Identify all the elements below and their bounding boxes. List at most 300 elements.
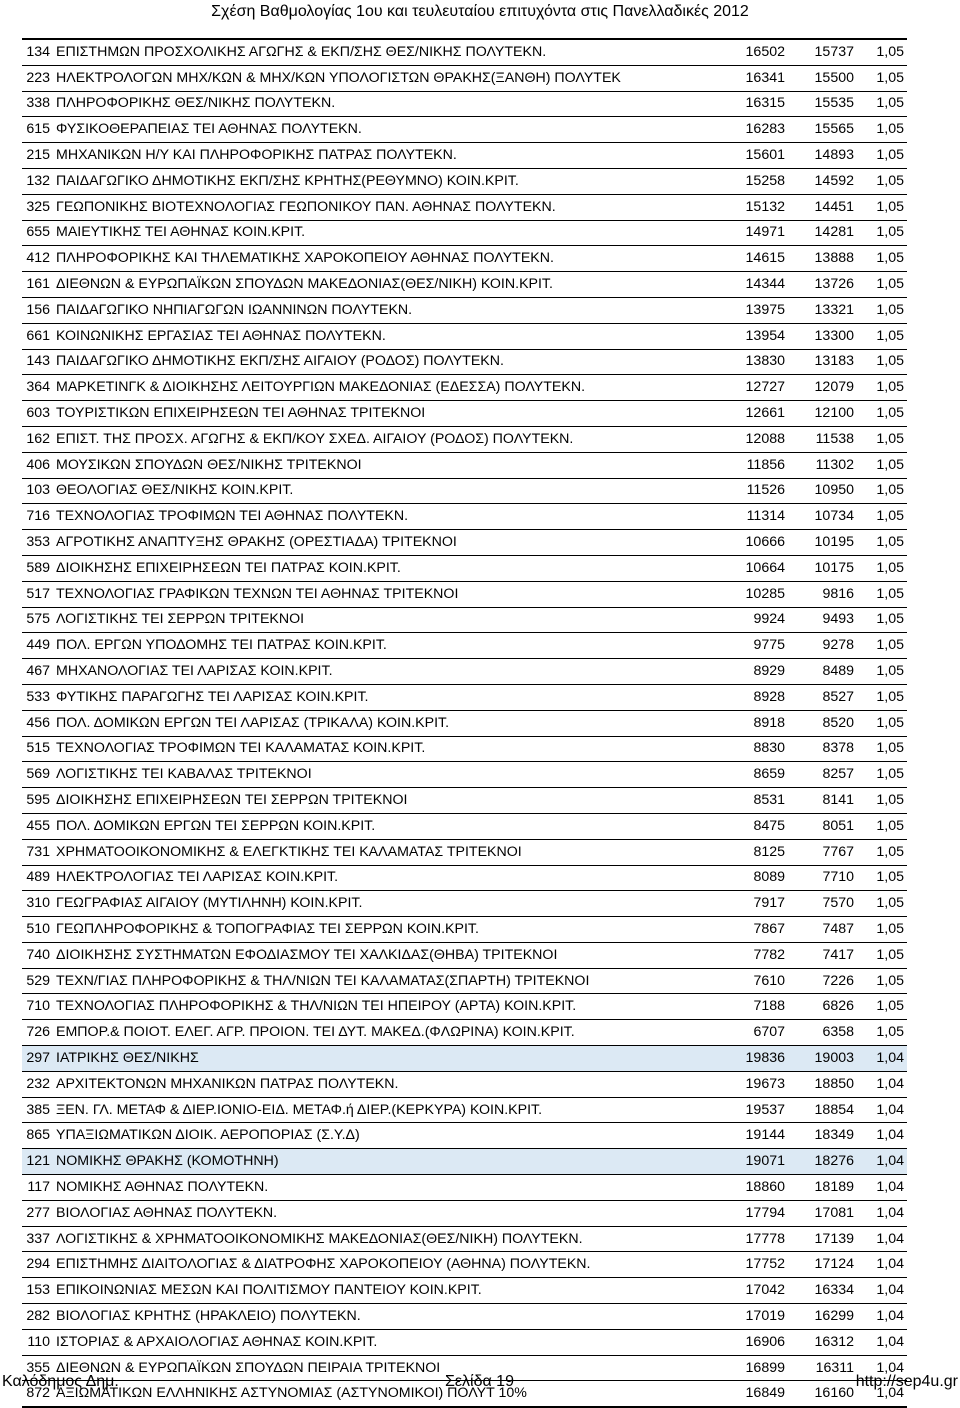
table-row	[22, 504, 907, 530]
score-ratio: 1,05	[857, 194, 907, 220]
score-ratio: 1,05	[857, 39, 907, 65]
table-row	[22, 942, 907, 968]
first-candidate-score: 11314	[720, 504, 788, 530]
table-row	[22, 762, 907, 788]
department-name: ΗΛΕΚΤΡΟΛΟΓΙΑΣ ΤΕΙ ΛΑΡΙΣΑΣ ΚΟΙΝ.ΚΡΙΤ.	[53, 865, 720, 891]
department-code: 353	[22, 530, 53, 556]
first-candidate-score: 19673	[720, 1071, 788, 1097]
score-ratio: 1,04	[857, 1381, 907, 1407]
first-candidate-score: 19537	[720, 1097, 788, 1123]
department-code: 215	[22, 143, 53, 169]
table-row	[22, 297, 907, 323]
table-row	[22, 1020, 907, 1046]
last-candidate-score: 17081	[788, 1200, 857, 1226]
table-row	[22, 607, 907, 633]
score-ratio: 1,05	[857, 942, 907, 968]
table-row	[22, 968, 907, 994]
department-code: 337	[22, 1226, 53, 1252]
last-candidate-score: 12079	[788, 375, 857, 401]
table-row	[22, 1175, 907, 1201]
score-ratio: 1,05	[857, 607, 907, 633]
first-candidate-score: 16849	[720, 1381, 788, 1407]
score-ratio: 1,04	[857, 1252, 907, 1278]
department-code: 117	[22, 1175, 53, 1201]
first-candidate-score: 15132	[720, 194, 788, 220]
department-code: 449	[22, 633, 53, 659]
score-ratio: 1,05	[857, 65, 907, 91]
department-code: 595	[22, 788, 53, 814]
first-candidate-score: 8089	[720, 865, 788, 891]
department-name: ΠΑΙΔΑΓΩΓΙΚΟ ΔΗΜΟΤΙΚΗΣ ΕΚΠ/ΣΗΣ ΚΡΗΤΗΣ(ΡΕΘΥΜΝΟ) ΚΟΙΝ.ΚΡΙΤ.	[53, 168, 720, 194]
last-candidate-score: 15500	[788, 65, 857, 91]
table-row	[22, 323, 907, 349]
first-candidate-score: 16315	[720, 91, 788, 117]
table-row	[22, 1123, 907, 1149]
department-name: ΕΠΙΣΤΗΜΩΝ ΠΡΟΣΧΟΛΙΚΗΣ ΑΓΩΓΗΣ & ΕΚΠ/ΣΗΣ ΘΕΣ/ΝΙΚΗΣ ΠΟΛΥΤΕΚΝ.	[53, 39, 720, 65]
first-candidate-score: 7917	[720, 891, 788, 917]
score-ratio: 1,05	[857, 452, 907, 478]
department-code: 740	[22, 942, 53, 968]
department-code: 338	[22, 91, 53, 117]
score-ratio: 1,05	[857, 710, 907, 736]
score-ratio: 1,05	[857, 788, 907, 814]
first-candidate-score: 12088	[720, 426, 788, 452]
department-code: 121	[22, 1149, 53, 1175]
score-ratio: 1,05	[857, 968, 907, 994]
last-candidate-score: 9278	[788, 633, 857, 659]
last-candidate-score: 11538	[788, 426, 857, 452]
department-code: 161	[22, 272, 53, 298]
first-candidate-score: 7867	[720, 917, 788, 943]
department-name: ΚΟΙΝΩΝΙΚΗΣ ΕΡΓΑΣΙΑΣ ΤΕΙ ΑΘΗΝΑΣ ΠΟΛΥΤΕΚΝ.	[53, 323, 720, 349]
first-candidate-score: 17794	[720, 1200, 788, 1226]
department-name: ΝΟΜΙΚΗΣ ΘΡΑΚΗΣ (ΚΟΜΟΤΗΝΗ)	[53, 1149, 720, 1175]
last-candidate-score: 15565	[788, 117, 857, 143]
last-candidate-score: 7417	[788, 942, 857, 968]
first-candidate-score: 16341	[720, 65, 788, 91]
last-candidate-score: 16160	[788, 1381, 857, 1407]
last-candidate-score: 13300	[788, 323, 857, 349]
department-name: ΛΟΓΙΣΤΙΚΗΣ ΤΕΙ ΚΑΒΑΛΑΣ ΤΡΙΤΕΚΝΟΙ	[53, 762, 720, 788]
table-row	[22, 581, 907, 607]
first-candidate-score: 17019	[720, 1304, 788, 1330]
score-ratio: 1,04	[857, 1355, 907, 1381]
department-name: ΛΟΓΙΣΤΙΚΗΣ ΤΕΙ ΣΕΡΡΩΝ ΤΡΙΤΕΚΝΟΙ	[53, 607, 720, 633]
score-ratio: 1,04	[857, 1200, 907, 1226]
last-candidate-score: 8520	[788, 710, 857, 736]
score-ratio: 1,04	[857, 1097, 907, 1123]
table-row	[22, 91, 907, 117]
table-row	[22, 1046, 907, 1072]
department-name: ΦΥΤΙΚΗΣ ΠΑΡΑΓΩΓΗΣ ΤΕΙ ΛΑΡΙΣΑΣ ΚΟΙΝ.ΚΡΙΤ.	[53, 684, 720, 710]
table-row	[22, 917, 907, 943]
table-row	[22, 684, 907, 710]
department-name: ΔΙΟΙΚΗΣΗΣ ΣΥΣΤΗΜΑΤΩΝ ΕΦΟΔΙΑΣΜΟΥ ΤΕΙ ΧΑΛΚΙΔΑΣ(ΘΗΒΑ) ΤΡΙΤΕΚΝΟΙ	[53, 942, 720, 968]
last-candidate-score: 10950	[788, 478, 857, 504]
table-row	[22, 349, 907, 375]
last-candidate-score: 16299	[788, 1304, 857, 1330]
department-name: ΙΣΤΟΡΙΑΣ & ΑΡΧΑΙΟΛΟΓΙΑΣ ΑΘΗΝΑΣ ΚΟΙΝ.ΚΡΙΤ.	[53, 1329, 720, 1355]
footer-site: http://sep4u.gr	[855, 1373, 958, 1390]
first-candidate-score: 8918	[720, 710, 788, 736]
footer-author: Καλόδημος Δημ.	[2, 1373, 119, 1390]
table-row	[22, 1226, 907, 1252]
first-candidate-score: 11526	[720, 478, 788, 504]
department-code: 406	[22, 452, 53, 478]
last-candidate-score: 14281	[788, 220, 857, 246]
last-candidate-score: 8489	[788, 659, 857, 685]
score-ratio: 1,05	[857, 272, 907, 298]
table-row	[22, 1149, 907, 1175]
department-name: ΝΟΜΙΚΗΣ ΑΘΗΝΑΣ ΠΟΛΥΤΕΚΝ.	[53, 1175, 720, 1201]
table-row	[22, 194, 907, 220]
score-ratio: 1,04	[857, 1123, 907, 1149]
score-ratio: 1,05	[857, 375, 907, 401]
score-ratio: 1,05	[857, 555, 907, 581]
department-code: 710	[22, 994, 53, 1020]
first-candidate-score: 18860	[720, 1175, 788, 1201]
table-row	[22, 1200, 907, 1226]
department-name: ΤΕΧΝ/ΓΙΑΣ ΠΛΗΡΟΦΟΡΙΚΗΣ & ΤΗΛ/ΝΙΩΝ ΤΕΙ ΚΑΛΑΜΑΤΑΣ(ΣΠΑΡΤΗ) ΤΡΙΤΕΚΝΟΙ	[53, 968, 720, 994]
last-candidate-score: 13183	[788, 349, 857, 375]
last-candidate-score: 14451	[788, 194, 857, 220]
first-candidate-score: 12727	[720, 375, 788, 401]
table-row	[22, 1278, 907, 1304]
department-code: 615	[22, 117, 53, 143]
first-candidate-score: 16899	[720, 1355, 788, 1381]
table-row	[22, 143, 907, 169]
department-code: 569	[22, 762, 53, 788]
last-candidate-score: 8527	[788, 684, 857, 710]
first-candidate-score: 12661	[720, 401, 788, 427]
grades-table	[22, 38, 907, 1408]
department-code: 589	[22, 555, 53, 581]
score-ratio: 1,04	[857, 1304, 907, 1330]
department-name: ΗΛΕΚΤΡΟΛΟΓΩΝ ΜΗΧ/ΚΩΝ & ΜΗΧ/ΚΩΝ ΥΠΟΛΟΓΙΣΤΩΝ ΘΡΑΚΗΣ(ΞΑΝΘΗ) ΠΟΛΥΤΕΚ	[53, 65, 720, 91]
first-candidate-score: 7610	[720, 968, 788, 994]
first-candidate-score: 11856	[720, 452, 788, 478]
department-name: ΜΑΡΚΕΤΙΝΓΚ & ΔΙΟΙΚΗΣΗΣ ΛΕΙΤΟΥΡΓΙΩΝ ΜΑΚΕΔΟΝΙΑΣ (ΕΔΕΣΣΑ) ΠΟΛΥΤΕΚΝ.	[53, 375, 720, 401]
department-code: 143	[22, 349, 53, 375]
first-candidate-score: 13975	[720, 297, 788, 323]
department-name: ΤΕΧΝΟΛΟΓΙΑΣ ΓΡΑΦΙΚΩΝ ΤΕΧΝΩΝ ΤΕΙ ΑΘΗΝΑΣ ΤΡΙΤΕΚΝΟΙ	[53, 581, 720, 607]
first-candidate-score: 14971	[720, 220, 788, 246]
table-row	[22, 1252, 907, 1278]
department-code: 456	[22, 710, 53, 736]
first-candidate-score: 6707	[720, 1020, 788, 1046]
last-candidate-score: 6826	[788, 994, 857, 1020]
department-code: 716	[22, 504, 53, 530]
score-ratio: 1,05	[857, 220, 907, 246]
score-ratio: 1,05	[857, 839, 907, 865]
score-ratio: 1,05	[857, 117, 907, 143]
department-name: ΒΙΟΛΟΓΙΑΣ ΚΡΗΤΗΣ (ΗΡΑΚΛΕΙΟ) ΠΟΛΥΤΕΚΝ.	[53, 1304, 720, 1330]
last-candidate-score: 10734	[788, 504, 857, 530]
last-candidate-score: 12100	[788, 401, 857, 427]
table-row	[22, 736, 907, 762]
score-ratio: 1,05	[857, 91, 907, 117]
department-name: ΜΗΧΑΝΟΛΟΓΙΑΣ ΤΕΙ ΛΑΡΙΣΑΣ ΚΟΙΝ.ΚΡΙΤ.	[53, 659, 720, 685]
first-candidate-score: 14615	[720, 246, 788, 272]
score-ratio: 1,05	[857, 297, 907, 323]
department-name: ΕΠΙΣΤ. ΤΗΣ ΠΡΟΣΧ. ΑΓΩΓΗΣ & ΕΚΠ/ΚΟΥ ΣΧΕΔ. ΑΙΓΑΙΟΥ (ΡΟΔΟΣ) ΠΟΛΥΤΕΚΝ.	[53, 426, 720, 452]
table-row	[22, 865, 907, 891]
last-candidate-score: 18854	[788, 1097, 857, 1123]
score-ratio: 1,05	[857, 143, 907, 169]
department-name: ΠΟΛ. ΔΟΜΙΚΩΝ ΕΡΓΩΝ ΤΕΙ ΛΑΡΙΣΑΣ (ΤΡΙΚΑΛΑ) ΚΟΙΝ.ΚΡΙΤ.	[53, 710, 720, 736]
department-name: ΘΕΟΛΟΓΙΑΣ ΘΕΣ/ΝΙΚΗΣ ΚΟΙΝ.ΚΡΙΤ.	[53, 478, 720, 504]
department-code: 603	[22, 401, 53, 427]
first-candidate-score: 8659	[720, 762, 788, 788]
last-candidate-score: 7226	[788, 968, 857, 994]
score-ratio: 1,05	[857, 891, 907, 917]
table-row	[22, 39, 907, 65]
last-candidate-score: 11302	[788, 452, 857, 478]
page-footer	[0, 1371, 960, 1397]
table-row	[22, 426, 907, 452]
last-candidate-score: 9816	[788, 581, 857, 607]
department-name: ΠΟΛ. ΔΟΜΙΚΩΝ ΕΡΓΩΝ ΤΕΙ ΣΕΡΡΩΝ ΚΟΙΝ.ΚΡΙΤ.	[53, 813, 720, 839]
department-name: ΓΕΩΠΟΝΙΚΗΣ ΒΙΟΤΕΧΝΟΛΟΓΙΑΣ ΓΕΩΠΟΝΙΚΟΥ ΠΑΝ. ΑΘΗΝΑΣ ΠΟΛΥΤΕΚΝ.	[53, 194, 720, 220]
department-code: 517	[22, 581, 53, 607]
department-code: 110	[22, 1329, 53, 1355]
department-name: ΑΞΙΩΜΑΤΙΚΩΝ ΕΛΛΗΝΙΚΗΣ ΑΣΤΥΝΟΜΙΑΣ (ΑΣΤΥΝΟΜΙΚΟΙ) ΠΟΛΥΤ 10%	[53, 1381, 720, 1407]
last-candidate-score: 18276	[788, 1149, 857, 1175]
department-code: 529	[22, 968, 53, 994]
last-candidate-score: 10195	[788, 530, 857, 556]
score-ratio: 1,05	[857, 917, 907, 943]
department-code: 467	[22, 659, 53, 685]
department-name: ΙΑΤΡΙΚΗΣ ΘΕΣ/ΝΙΚΗΣ	[53, 1046, 720, 1072]
department-code: 575	[22, 607, 53, 633]
table-row	[22, 478, 907, 504]
score-ratio: 1,05	[857, 865, 907, 891]
first-candidate-score: 17042	[720, 1278, 788, 1304]
department-name: ΦΥΣΙΚΟΘΕΡΑΠΕΙΑΣ ΤΕΙ ΑΘΗΝΑΣ ΠΟΛΥΤΕΚΝ.	[53, 117, 720, 143]
department-name: ΒΙΟΛΟΓΙΑΣ ΑΘΗΝΑΣ ΠΟΛΥΤΕΚΝ.	[53, 1200, 720, 1226]
department-code: 533	[22, 684, 53, 710]
last-candidate-score: 13726	[788, 272, 857, 298]
score-ratio: 1,05	[857, 581, 907, 607]
table-row	[22, 788, 907, 814]
last-candidate-score: 18850	[788, 1071, 857, 1097]
department-name: ΑΡΧΙΤΕΚΤΟΝΩΝ ΜΗΧΑΝΙΚΩΝ ΠΑΤΡΑΣ ΠΟΛΥΤΕΚΝ.	[53, 1071, 720, 1097]
first-candidate-score: 19144	[720, 1123, 788, 1149]
last-candidate-score: 8141	[788, 788, 857, 814]
department-code: 162	[22, 426, 53, 452]
first-candidate-score: 9775	[720, 633, 788, 659]
department-code: 156	[22, 297, 53, 323]
department-code: 282	[22, 1304, 53, 1330]
table-row	[22, 555, 907, 581]
department-name: ΤΕΧΝΟΛΟΓΙΑΣ ΠΛΗΡΟΦΟΡΙΚΗΣ & ΤΗΛ/ΝΙΩΝ ΤΕΙ ΗΠΕΙΡΟΥ (ΑΡΤΑ) ΚΟΙΝ.ΚΡΙΤ.	[53, 994, 720, 1020]
department-code: 655	[22, 220, 53, 246]
table-row	[22, 65, 907, 91]
score-ratio: 1,04	[857, 1278, 907, 1304]
department-code: 355	[22, 1355, 53, 1381]
score-ratio: 1,05	[857, 994, 907, 1020]
last-candidate-score: 19003	[788, 1046, 857, 1072]
department-name: ΔΙΕΘΝΩΝ & ΕΥΡΩΠΑΪΚΩΝ ΣΠΟΥΔΩΝ ΜΑΚΕΔΟΝΙΑΣ(ΘΕΣ/ΝΙΚΗ) ΚΟΙΝ.ΚΡΙΤ.	[53, 272, 720, 298]
first-candidate-score: 10285	[720, 581, 788, 607]
score-ratio: 1,05	[857, 426, 907, 452]
first-candidate-score: 8830	[720, 736, 788, 762]
last-candidate-score: 7767	[788, 839, 857, 865]
department-code: 661	[22, 323, 53, 349]
first-candidate-score: 7188	[720, 994, 788, 1020]
table-row	[22, 272, 907, 298]
page-title: Σχέση Βαθμολογίας 1ου και τευλευταίου επιτυχόντα στις Πανελλαδικές 2012	[211, 3, 749, 20]
department-code: 153	[22, 1278, 53, 1304]
last-candidate-score: 17139	[788, 1226, 857, 1252]
table-row	[22, 710, 907, 736]
table-row	[22, 246, 907, 272]
score-ratio: 1,05	[857, 633, 907, 659]
table-row	[22, 994, 907, 1020]
grades-table-body	[22, 39, 907, 1407]
department-code: 277	[22, 1200, 53, 1226]
last-candidate-score: 7710	[788, 865, 857, 891]
table-row	[22, 168, 907, 194]
table-row	[22, 452, 907, 478]
first-candidate-score: 8929	[720, 659, 788, 685]
score-ratio: 1,05	[857, 684, 907, 710]
table-row	[22, 530, 907, 556]
score-ratio: 1,04	[857, 1071, 907, 1097]
last-candidate-score: 18349	[788, 1123, 857, 1149]
first-candidate-score: 15258	[720, 168, 788, 194]
department-code: 731	[22, 839, 53, 865]
department-code: 134	[22, 39, 53, 65]
department-code: 726	[22, 1020, 53, 1046]
department-code: 294	[22, 1252, 53, 1278]
first-candidate-score: 10664	[720, 555, 788, 581]
last-candidate-score: 6358	[788, 1020, 857, 1046]
score-ratio: 1,05	[857, 168, 907, 194]
first-candidate-score: 14344	[720, 272, 788, 298]
score-ratio: 1,05	[857, 736, 907, 762]
department-code: 364	[22, 375, 53, 401]
first-candidate-score: 10666	[720, 530, 788, 556]
table-row	[22, 633, 907, 659]
table-row	[22, 401, 907, 427]
score-ratio: 1,05	[857, 530, 907, 556]
department-code: 515	[22, 736, 53, 762]
department-name: ΠΟΛ. ΕΡΓΩΝ ΥΠΟΔΟΜΗΣ ΤΕΙ ΠΑΤΡΑΣ ΚΟΙΝ.ΚΡΙΤ.	[53, 633, 720, 659]
score-ratio: 1,05	[857, 504, 907, 530]
first-candidate-score: 15601	[720, 143, 788, 169]
department-name: ΤΕΧΝΟΛΟΓΙΑΣ ΤΡΟΦΙΜΩΝ ΤΕΙ ΑΘΗΝΑΣ ΠΟΛΥΤΕΚΝ.	[53, 504, 720, 530]
last-candidate-score: 16334	[788, 1278, 857, 1304]
department-code: 455	[22, 813, 53, 839]
department-name: ΠΛΗΡΟΦΟΡΙΚΗΣ ΘΕΣ/ΝΙΚΗΣ ΠΟΛΥΤΕΚΝ.	[53, 91, 720, 117]
score-ratio: 1,04	[857, 1175, 907, 1201]
table-row	[22, 117, 907, 143]
department-name: ΕΠΙΚΟΙΝΩΝΙΑΣ ΜΕΣΩΝ ΚΑΙ ΠΟΛΙΤΙΣΜΟΥ ΠΑΝΤΕΙΟΥ ΚΟΙΝ.ΚΡΙΤ.	[53, 1278, 720, 1304]
score-ratio: 1,05	[857, 246, 907, 272]
department-name: ΜΟΥΣΙΚΩΝ ΣΠΟΥΔΩΝ ΘΕΣ/ΝΙΚΗΣ ΤΡΙΤΕΚΝΟΙ	[53, 452, 720, 478]
last-candidate-score: 17124	[788, 1252, 857, 1278]
first-candidate-score: 7782	[720, 942, 788, 968]
department-name: ΛΟΓΙΣΤΙΚΗΣ & ΧΡΗΜΑΤΟΟΙΚΟΝΟΜΙΚΗΣ ΜΑΚΕΔΟΝΙΑΣ(ΘΕΣ/ΝΙΚΗ) ΠΟΛΥΤΕΚΝ.	[53, 1226, 720, 1252]
first-candidate-score: 13954	[720, 323, 788, 349]
first-candidate-score: 16502	[720, 39, 788, 65]
score-ratio: 1,05	[857, 1020, 907, 1046]
first-candidate-score: 19836	[720, 1046, 788, 1072]
last-candidate-score: 15737	[788, 39, 857, 65]
department-code: 412	[22, 246, 53, 272]
last-candidate-score: 14592	[788, 168, 857, 194]
last-candidate-score: 8051	[788, 813, 857, 839]
department-code: 510	[22, 917, 53, 943]
score-ratio: 1,04	[857, 1149, 907, 1175]
department-name: ΜΗΧΑΝΙΚΩΝ Η/Υ ΚΑΙ ΠΛΗΡΟΦΟΡΙΚΗΣ ΠΑΤΡΑΣ ΠΟΛΥΤΕΚΝ.	[53, 143, 720, 169]
department-code: 297	[22, 1046, 53, 1072]
department-name: ΔΙΟΙΚΗΣΗΣ ΕΠΙΧΕΙΡΗΣΕΩΝ ΤΕΙ ΣΕΡΡΩΝ ΤΡΙΤΕΚΝΟΙ	[53, 788, 720, 814]
department-code: 865	[22, 1123, 53, 1149]
first-candidate-score: 8928	[720, 684, 788, 710]
score-ratio: 1,05	[857, 401, 907, 427]
score-ratio: 1,05	[857, 813, 907, 839]
department-name: ΠΑΙΔΑΓΩΓΙΚΟ ΝΗΠΙΑΓΩΓΩΝ ΙΩΑΝΝΙΝΩΝ ΠΟΛΥΤΕΚΝ.	[53, 297, 720, 323]
department-name: ΤΟΥΡΙΣΤΙΚΩΝ ΕΠΙΧΕΙΡΗΣΕΩΝ ΤΕΙ ΑΘΗΝΑΣ ΤΡΙΤΕΚΝΟΙ	[53, 401, 720, 427]
last-candidate-score: 9493	[788, 607, 857, 633]
footer-page-number: Σελίδα 19	[445, 1373, 514, 1390]
table-row	[22, 891, 907, 917]
last-candidate-score: 14893	[788, 143, 857, 169]
department-name: ΠΛΗΡΟΦΟΡΙΚΗΣ ΚΑΙ ΤΗΛΕΜΑΤΙΚΗΣ ΧΑΡΟΚΟΠΕΙΟΥ ΑΘΗΝΑΣ ΠΟΛΥΤΕΚΝ.	[53, 246, 720, 272]
last-candidate-score: 13888	[788, 246, 857, 272]
table-row	[22, 1071, 907, 1097]
department-code: 103	[22, 478, 53, 504]
first-candidate-score: 16906	[720, 1329, 788, 1355]
score-ratio: 1,05	[857, 323, 907, 349]
first-candidate-score: 17778	[720, 1226, 788, 1252]
department-name: ΑΓΡΟΤΙΚΗΣ ΑΝΑΠΤΥΞΗΣ ΘΡΑΚΗΣ (ΟΡΕΣΤΙΑΔΑ) ΤΡΙΤΕΚΝΟΙ	[53, 530, 720, 556]
department-name: ΓΕΩΓΡΑΦΙΑΣ ΑΙΓΑΙΟΥ (ΜΥΤΙΛΗΝΗ) ΚΟΙΝ.ΚΡΙΤ.	[53, 891, 720, 917]
score-ratio: 1,05	[857, 659, 907, 685]
department-name: ΧΡΗΜΑΤΟΟΙΚΟΝΟΜΙΚΗΣ & ΕΛΕΓΚΤΙΚΗΣ ΤΕΙ ΚΑΛΑΜΑΤΑΣ ΤΡΙΤΕΚΝΟΙ	[53, 839, 720, 865]
first-candidate-score: 8125	[720, 839, 788, 865]
page-header	[0, 0, 960, 32]
department-name: ΤΕΧΝΟΛΟΓΙΑΣ ΤΡΟΦΙΜΩΝ ΤΕΙ ΚΑΛΑΜΑΤΑΣ ΚΟΙΝ.ΚΡΙΤ.	[53, 736, 720, 762]
table-row	[22, 1329, 907, 1355]
department-code: 232	[22, 1071, 53, 1097]
table-row	[22, 1304, 907, 1330]
department-name: ΥΠΑΞΙΩΜΑΤΙΚΩΝ ΔΙΟΙΚ. ΑΕΡΟΠΟΡΙΑΣ (Σ.Υ.Δ)	[53, 1123, 720, 1149]
first-candidate-score: 16283	[720, 117, 788, 143]
department-name: ΜΑΙΕΥΤΙΚΗΣ ΤΕΙ ΑΘΗΝΑΣ ΚΟΙΝ.ΚΡΙΤ.	[53, 220, 720, 246]
department-name: ΓΕΩΠΛΗΡΟΦΟΡΙΚΗΣ & ΤΟΠΟΓΡΑΦΙΑΣ ΤΕΙ ΣΕΡΡΩΝ ΚΟΙΝ.ΚΡΙΤ.	[53, 917, 720, 943]
department-name: ΕΠΙΣΤΗΜΗΣ ΔΙΑΙΤΟΛΟΓΙΑΣ & ΔΙΑΤΡΟΦΗΣ ΧΑΡΟΚΟΠΕΙΟΥ (ΑΘΗΝΑ) ΠΟΛΥΤΕΚΝ.	[53, 1252, 720, 1278]
score-ratio: 1,05	[857, 349, 907, 375]
first-candidate-score: 8531	[720, 788, 788, 814]
department-code: 385	[22, 1097, 53, 1123]
department-name: ΔΙΕΘΝΩΝ & ΕΥΡΩΠΑΪΚΩΝ ΣΠΟΥΔΩΝ ΠΕΙΡΑΙΑ ΤΡΙΤΕΚΝΟΙ	[53, 1355, 720, 1381]
last-candidate-score: 15535	[788, 91, 857, 117]
table-row	[22, 375, 907, 401]
last-candidate-score: 7487	[788, 917, 857, 943]
first-candidate-score: 13830	[720, 349, 788, 375]
last-candidate-score: 18189	[788, 1175, 857, 1201]
department-name: ΔΙΟΙΚΗΣΗΣ ΕΠΙΧΕΙΡΗΣΕΩΝ ΤΕΙ ΠΑΤΡΑΣ ΚΟΙΝ.ΚΡΙΤ.	[53, 555, 720, 581]
last-candidate-score: 16312	[788, 1329, 857, 1355]
table-row	[22, 1097, 907, 1123]
table-row	[22, 659, 907, 685]
last-candidate-score: 13321	[788, 297, 857, 323]
department-code: 132	[22, 168, 53, 194]
score-ratio: 1,04	[857, 1329, 907, 1355]
